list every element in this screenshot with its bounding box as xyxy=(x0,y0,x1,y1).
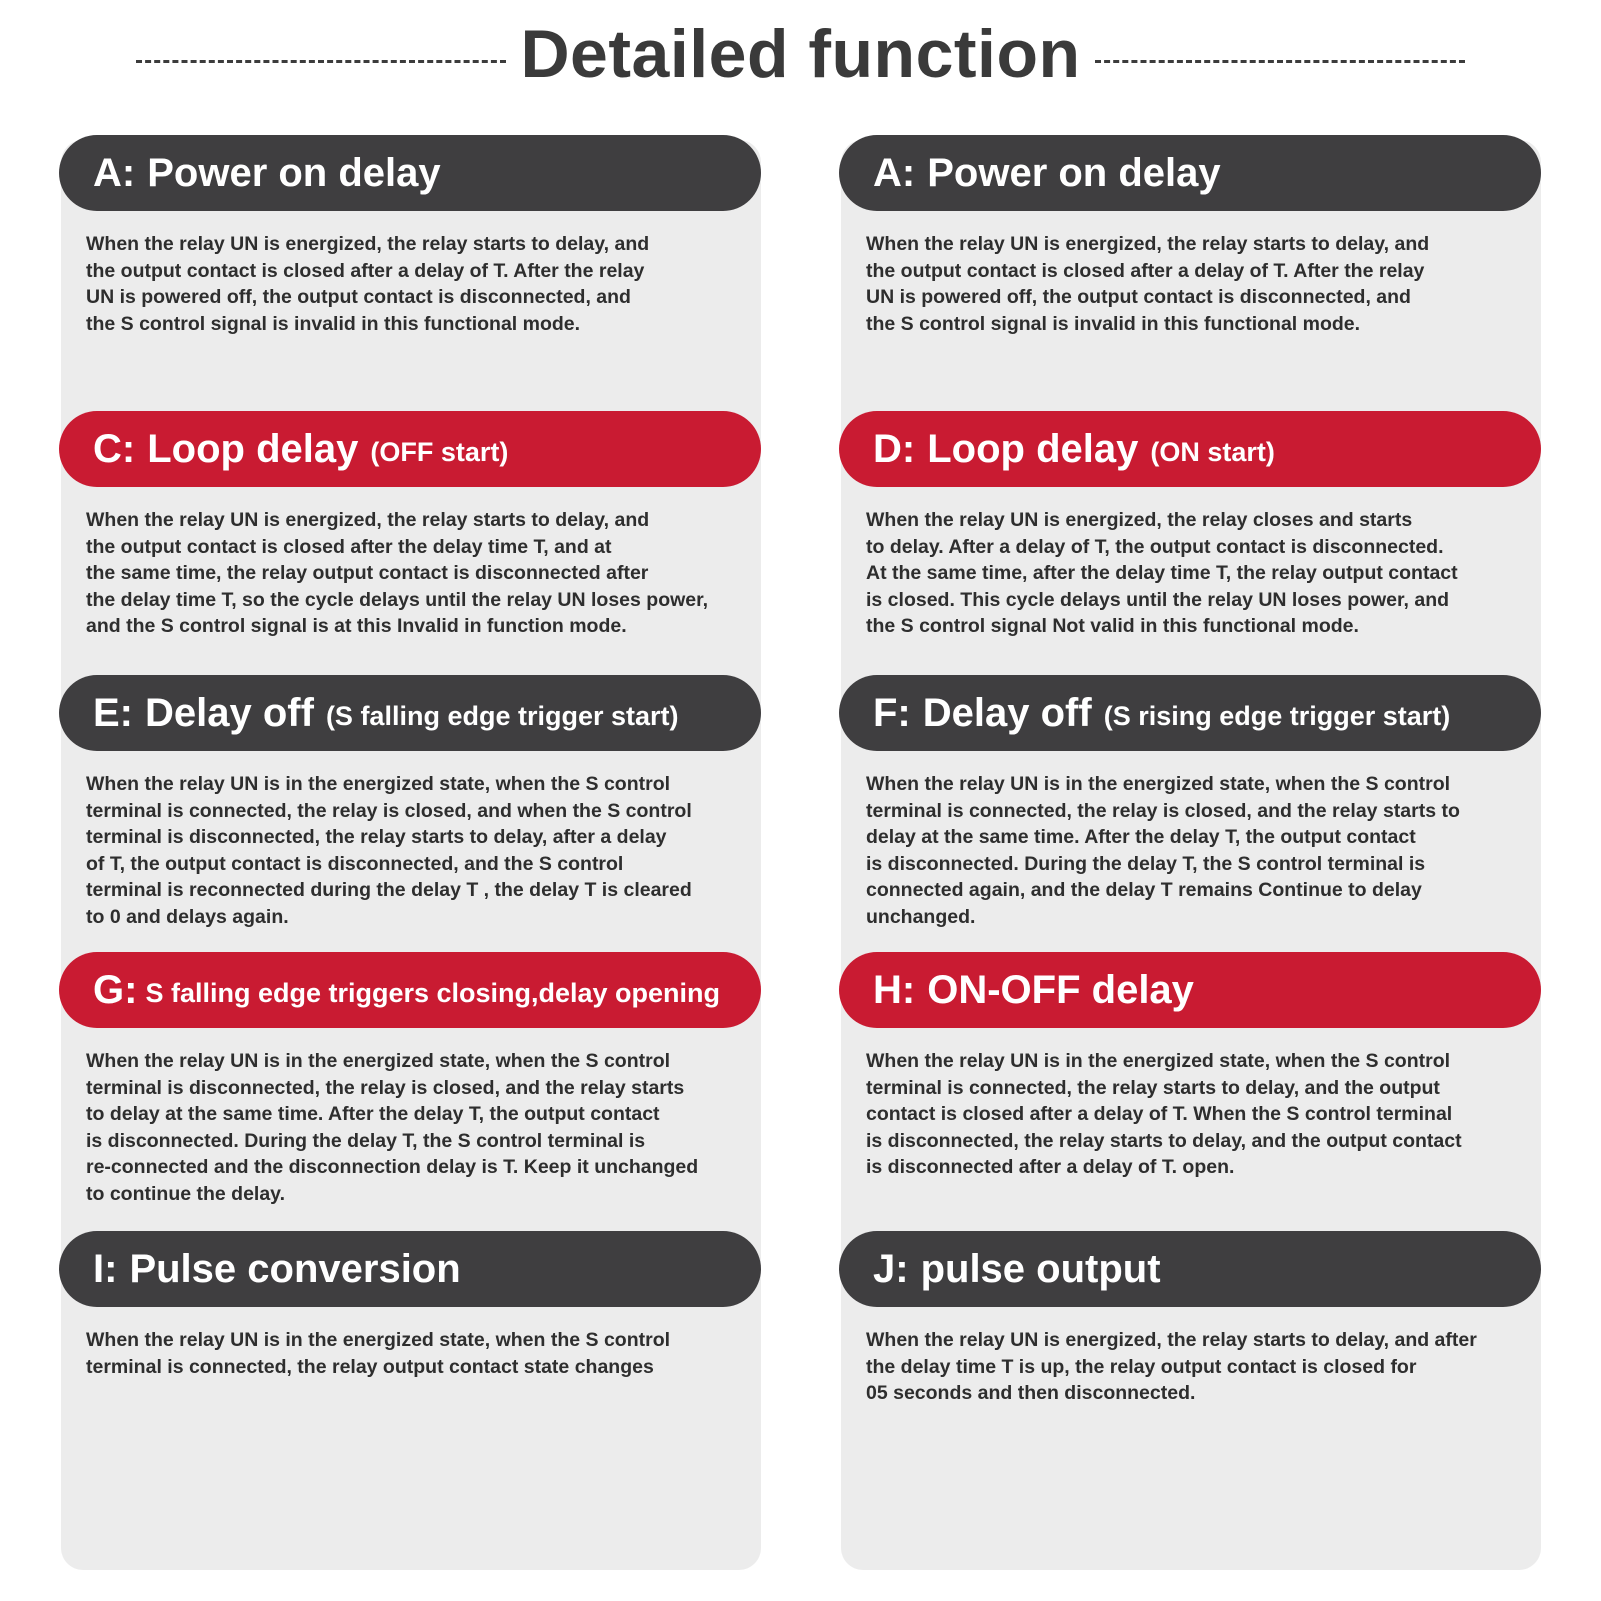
description-line: When the relay UN is in the energized state, when the S control xyxy=(866,773,1451,795)
section-name: ON-OFF delay xyxy=(927,967,1194,1012)
section-description xyxy=(86,507,756,640)
description-line: terminal is connected, the relay is closed, and the relay starts to xyxy=(866,799,1460,822)
section-header xyxy=(59,675,761,751)
section-name: Loop delay xyxy=(927,426,1139,471)
description-line: the delay time T, so the cycle delays until the relay UN loses power, xyxy=(86,588,709,611)
description-line: to delay. After a delay of T, the output contact is disconnected. xyxy=(866,535,1444,558)
description-line: the S control signal is invalid in this functional mode. xyxy=(866,312,1361,335)
section-letter: F: xyxy=(873,690,911,735)
section-letter: I: xyxy=(93,1246,118,1291)
description-line: is disconnected. During the delay T, the S control terminal is xyxy=(86,1129,646,1152)
description-line: UN is powered off, the output contact is disconnected, and xyxy=(866,286,1411,308)
description-line: delay at the same time. After the delay T, the output contact xyxy=(866,826,1416,848)
description-line: to 0 and delays again. xyxy=(86,905,289,928)
section-name: pulse output xyxy=(920,1246,1161,1291)
description-line: the output contact is closed after the delay time T, and at xyxy=(86,535,612,558)
section-description xyxy=(866,1048,1536,1181)
description-line: re-connected and the disconnection delay is T. Keep it unchanged xyxy=(86,1156,699,1178)
description-line: When the relay UN is energized, the relay starts to delay, and xyxy=(866,233,1430,255)
section-header xyxy=(59,1231,761,1307)
section-name: Delay off xyxy=(922,690,1092,735)
section-letter: E: xyxy=(93,690,133,735)
section-description xyxy=(86,1048,756,1207)
section-letter: H: xyxy=(873,967,916,1012)
description-line: terminal is disconnected, the relay is closed, and the relay starts xyxy=(86,1076,685,1099)
section-header xyxy=(839,952,1541,1028)
section-subtitle: (OFF start) xyxy=(370,436,509,467)
description-line: terminal is connected, the relay starts to delay, and the output xyxy=(866,1076,1440,1099)
description-line: contact is closed after a delay of T. When the S control terminal xyxy=(866,1103,1453,1125)
description-line: UN is powered off, the output contact is disconnected, and xyxy=(86,286,631,308)
section-subtitle: (S rising edge trigger start) xyxy=(1103,700,1451,731)
title-row xyxy=(0,14,1601,94)
section-letter: G: xyxy=(93,967,138,1012)
section-header xyxy=(839,135,1541,211)
description-line: the delay time T is up, the relay output contact is closed for xyxy=(866,1355,1417,1378)
section-name: Loop delay xyxy=(147,426,359,471)
section-description xyxy=(866,1327,1536,1407)
description-line: the S control signal Not valid in this functional mode. xyxy=(866,615,1359,637)
title-dash-left xyxy=(136,60,506,63)
description-line: is disconnected after a delay of T. open. xyxy=(866,1156,1235,1178)
section-letter: D: xyxy=(873,426,916,471)
description-line: terminal is connected, the relay output contact state changes xyxy=(86,1355,654,1378)
description-line: At the same time, after the delay time T, the relay output contact xyxy=(866,562,1458,584)
section-header xyxy=(839,1231,1541,1307)
description-line: is closed. This cycle delays until the relay UN loses power, and xyxy=(866,588,1450,611)
section-description xyxy=(86,771,756,930)
section-subtitle: (S falling edge trigger start) xyxy=(325,700,679,731)
description-line: When the relay UN is in the energized state, when the S control xyxy=(86,1050,671,1072)
left-column xyxy=(61,140,761,1570)
description-line: the same time, the relay output contact is disconnected after xyxy=(86,562,649,584)
section-description xyxy=(866,231,1536,337)
description-line: unchanged. xyxy=(866,905,976,928)
description-line: the S control signal is invalid in this functional mode. xyxy=(86,312,581,335)
description-line: of T, the output contact is disconnected, and the S control xyxy=(86,852,624,875)
section-subtitle: S falling edge triggers closing,delay opening xyxy=(145,977,721,1008)
section-description xyxy=(86,1327,756,1380)
description-line: to delay at the same time. After the delay T, the output contact xyxy=(86,1103,660,1125)
section-description xyxy=(866,507,1536,640)
section-header xyxy=(839,411,1541,487)
description-line: 05 seconds and then disconnected. xyxy=(866,1382,1196,1404)
description-line: is disconnected, the relay starts to delay, and the output contact xyxy=(866,1129,1462,1152)
section-description xyxy=(866,771,1536,930)
section-letter: C: xyxy=(93,426,136,471)
description-line: to continue the delay. xyxy=(86,1182,285,1205)
right-column xyxy=(841,140,1541,1570)
page-title: Detailed function xyxy=(520,16,1081,92)
description-line: When the relay UN is in the energized state, when the S control xyxy=(866,1050,1451,1072)
section-name: Power on delay xyxy=(147,150,441,195)
section-letter: J: xyxy=(873,1246,909,1291)
description-line: the output contact is closed after a delay of T. After the relay xyxy=(86,259,645,282)
title-dash-right xyxy=(1095,60,1465,63)
description-line: terminal is disconnected, the relay starts to delay, after a delay xyxy=(86,826,667,848)
description-line: the output contact is closed after a delay of T. After the relay xyxy=(866,259,1425,282)
description-line: connected again, and the delay T remains Continue to delay xyxy=(866,879,1422,901)
section-name: Power on delay xyxy=(927,150,1221,195)
description-line: When the relay UN is energized, the relay closes and starts xyxy=(866,509,1413,531)
section-header xyxy=(59,135,761,211)
section-name: Pulse conversion xyxy=(129,1246,461,1291)
section-header xyxy=(839,675,1541,751)
section-subtitle: (ON start) xyxy=(1150,436,1275,467)
section-name: Delay off xyxy=(145,690,314,735)
description-line: When the relay UN is energized, the relay starts to delay, and xyxy=(86,509,650,531)
section-header xyxy=(59,411,761,487)
description-line: is disconnected. During the delay T, the S control terminal is xyxy=(866,852,1426,875)
description-line: terminal is reconnected during the delay T , the delay T is cleared xyxy=(86,879,692,901)
description-line: When the relay UN is in the energized state, when the S control xyxy=(86,773,671,795)
description-line: When the relay UN is energized, the relay starts to delay, and xyxy=(86,233,650,255)
section-header xyxy=(59,952,761,1028)
section-letter: A: xyxy=(93,150,136,195)
description-line: terminal is connected, the relay is closed, and when the S control xyxy=(86,799,692,822)
section-letter: A: xyxy=(873,150,916,195)
section-description xyxy=(86,231,756,337)
description-line: When the relay UN is in the energized state, when the S control xyxy=(86,1329,671,1351)
description-line: When the relay UN is energized, the relay starts to delay, and after xyxy=(866,1329,1477,1351)
description-line: and the S control signal is at this Invalid in function mode. xyxy=(86,615,627,637)
